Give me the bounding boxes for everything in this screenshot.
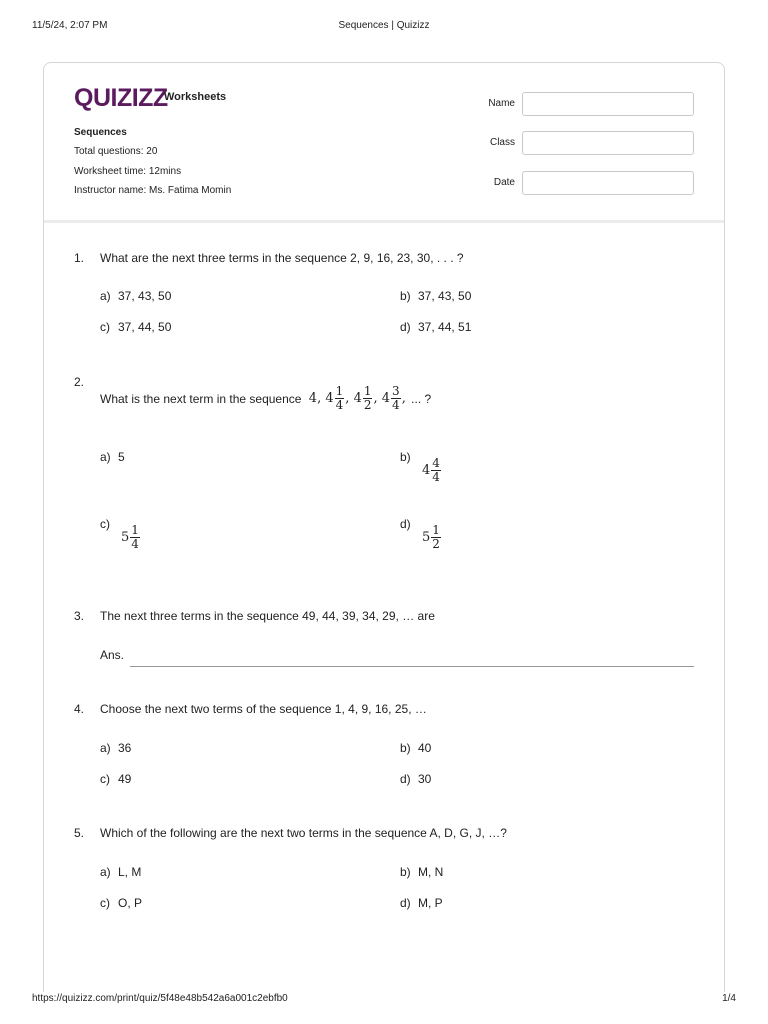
print-datetime: 11/5/24, 2:07 PM: [32, 20, 108, 31]
option-text: 37, 44, 51: [418, 320, 472, 334]
option-c[interactable]: [100, 517, 118, 531]
option-c[interactable]: [100, 896, 142, 910]
option-c-value: 5 $\frac{1}{4}$: [121, 523, 139, 551]
option-letter: b): [400, 450, 411, 464]
question-number: 4.: [74, 702, 85, 716]
option-b[interactable]: [400, 450, 418, 464]
question-number: 3.: [74, 609, 85, 623]
answer-label: Ans.: [100, 648, 125, 662]
option-letter: c): [100, 896, 110, 910]
option-letter: a): [100, 450, 111, 464]
option-letter: c): [100, 517, 110, 531]
term-1: 4,: [308, 391, 322, 406]
worksheet-card: [43, 62, 725, 992]
option-d-value: 5 $\frac{1}{2}$: [422, 523, 440, 551]
option-b[interactable]: [400, 741, 431, 755]
option-letter: d): [400, 772, 411, 786]
option-letter: b): [400, 865, 411, 879]
page-number: 1/4: [722, 993, 736, 1004]
class-field[interactable]: [522, 131, 694, 155]
option-a[interactable]: [100, 450, 125, 464]
print-footer: [32, 993, 736, 1007]
date-field[interactable]: [522, 171, 694, 195]
option-b[interactable]: [400, 865, 443, 879]
option-text: M, N: [418, 865, 444, 879]
option-d[interactable]: [400, 772, 431, 786]
question-suffix: ... ?: [411, 391, 432, 406]
sequence-expression: [309, 385, 406, 412]
option-text: 30: [418, 772, 432, 786]
option-text: 37, 44, 50: [118, 320, 172, 334]
worksheet-time: Worksheet time: 12mins: [74, 166, 182, 177]
option-text: 5: [118, 450, 125, 464]
print-title: Sequences | Quizizz: [338, 20, 430, 31]
option-letter: d): [400, 517, 411, 531]
option-letter: c): [100, 772, 110, 786]
option-b[interactable]: [400, 289, 471, 303]
name-label: Name: [488, 98, 515, 109]
question-text: What is the next term in the sequence: [100, 391, 302, 406]
option-a[interactable]: [100, 741, 131, 755]
option-letter: b): [400, 289, 411, 303]
term-2: 4 $\frac{1}{4}$ ,: [325, 384, 350, 412]
option-d[interactable]: [400, 896, 443, 910]
option-text: 36: [118, 741, 132, 755]
question-number: 1.: [74, 251, 85, 265]
option-a[interactable]: [100, 289, 171, 303]
term-4: 4 $\frac{3}{4}$ ,: [381, 384, 406, 412]
print-header: [32, 20, 736, 34]
term-3: 4 $\frac{1}{2}$ ,: [353, 384, 378, 412]
question-number: 5.: [74, 826, 85, 840]
print-url: https://quizizz.com/print/quiz/5f48e48b542a6a001c2ebfb0: [32, 993, 288, 1004]
option-text: L, M: [118, 865, 142, 879]
question-text: What are the next three terms in the sequence 2, 9, 16, 23, 30, . . . ?: [100, 251, 464, 265]
option-letter: d): [400, 320, 411, 334]
worksheet-title: Sequences: [74, 127, 127, 138]
option-text: 40: [418, 741, 432, 755]
option-letter: d): [400, 896, 411, 910]
option-text: O, P: [118, 896, 143, 910]
option-c[interactable]: [100, 772, 131, 786]
option-letter: a): [100, 741, 111, 755]
option-d[interactable]: [400, 320, 471, 334]
name-field[interactable]: [522, 92, 694, 116]
answer-line[interactable]: [130, 666, 694, 667]
date-label: Date: [493, 177, 515, 188]
option-text: M, P: [418, 896, 443, 910]
option-letter: c): [100, 320, 110, 334]
question-text: Which of the following are the next two terms in the sequence A, D, G, J, …?: [100, 826, 507, 840]
instructor-name: Instructor name: Ms. Fatima Momin: [74, 185, 232, 196]
class-label: Class: [489, 137, 515, 148]
option-letter: a): [100, 865, 111, 879]
option-d[interactable]: [400, 517, 418, 531]
question-text: Choose the next two terms of the sequence 1, 4, 9, 16, 25, …: [100, 702, 427, 716]
worksheet-header: [44, 63, 724, 223]
total-questions: Total questions: 20: [74, 146, 158, 157]
option-letter: a): [100, 289, 111, 303]
logo-wordmark: QUIZIZZ: [74, 84, 168, 112]
question-number: 2.: [74, 375, 85, 389]
option-text: 37, 43, 50: [118, 289, 172, 303]
option-letter: b): [400, 741, 411, 755]
option-text: 49: [118, 772, 132, 786]
option-text: 37, 43, 50: [418, 289, 472, 303]
question-2: [100, 385, 431, 425]
logo-product: Worksheets: [164, 91, 227, 103]
option-b-value: 4 $\frac{4}{4}$: [422, 456, 440, 484]
question-text: The next three terms in the sequence 49, 44, 39, 34, 29, … are: [100, 609, 435, 623]
option-c[interactable]: [100, 320, 171, 334]
option-a[interactable]: [100, 865, 141, 879]
